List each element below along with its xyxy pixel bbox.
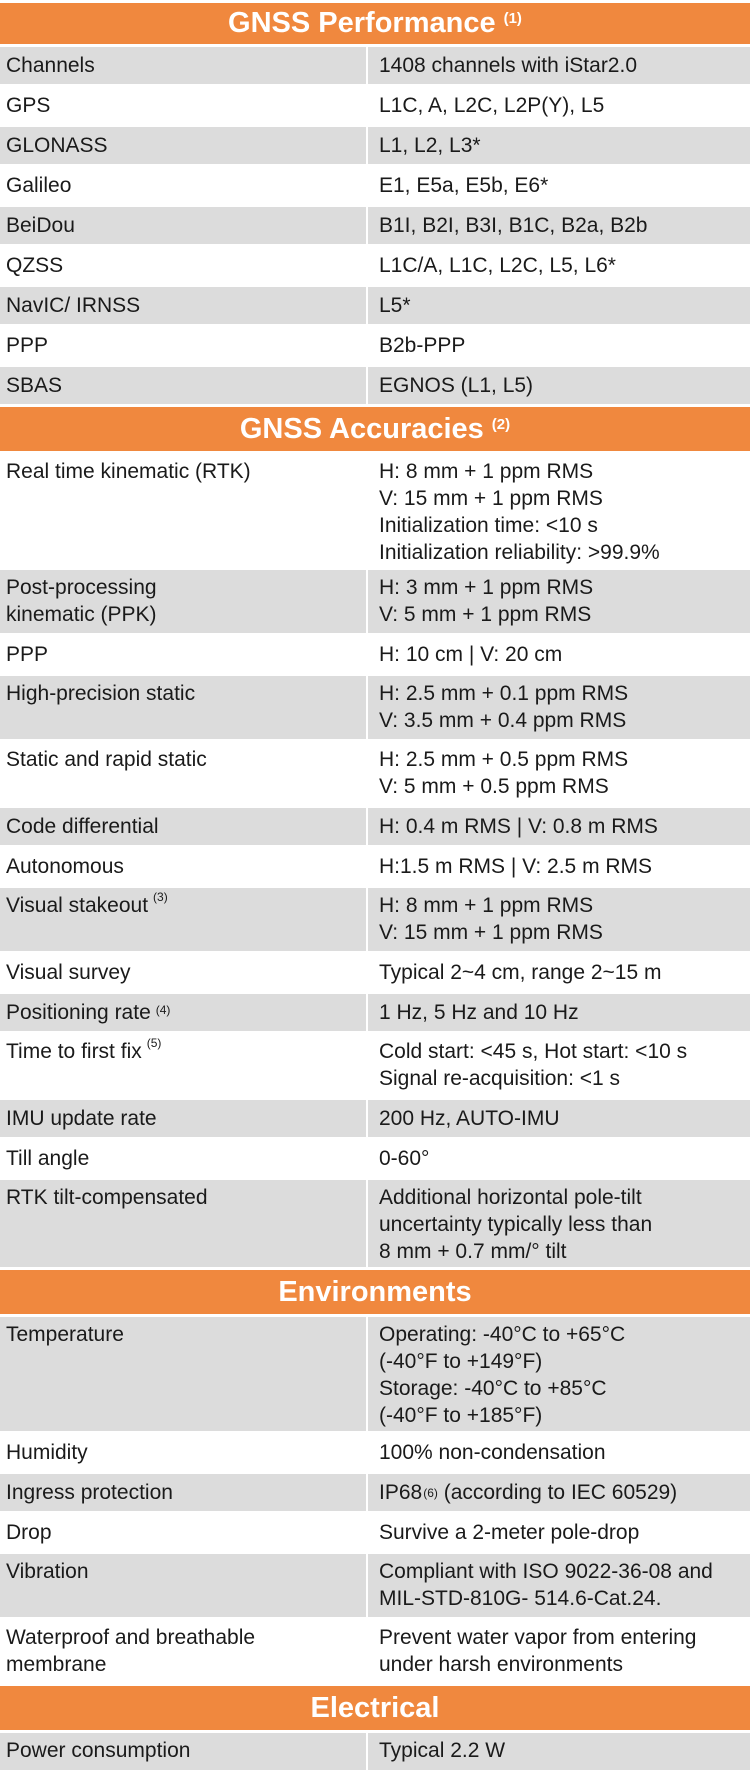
row-value: EGNOS (L1, L5) xyxy=(379,374,534,397)
row-label: RTK tilt-compensated xyxy=(0,1180,368,1267)
row-value: B2b-PPP xyxy=(379,334,466,357)
table-row xyxy=(0,84,750,124)
row-label: Till angle xyxy=(6,1147,90,1170)
row-label: PPP xyxy=(6,643,49,666)
row-label: High-precision static xyxy=(0,676,368,739)
section-title: Electrical xyxy=(310,1691,440,1724)
row-value: L1C, A, L2C, L2P(Y), L5 xyxy=(379,94,605,117)
row-label: Temperature xyxy=(0,1317,368,1431)
row-label: GPS xyxy=(6,94,51,117)
table-row xyxy=(0,284,750,324)
row-value: 200 Hz, AUTO-IMU xyxy=(379,1107,560,1130)
table-row xyxy=(0,1511,750,1551)
row-value: 1408 channels with iStar2.0 xyxy=(379,54,637,77)
row-value: 100% non-condensation xyxy=(379,1441,606,1464)
row-label: IMU update rate xyxy=(0,1100,368,1137)
row-label-text: Positioning rate xyxy=(6,1001,151,1024)
row-value: Prevent water vapor from entering under harsh environments xyxy=(379,1626,697,1676)
row-label: Static and rapid static xyxy=(6,748,207,771)
row-label: Positioning rate $^{(4)}$ xyxy=(0,994,368,1031)
table-row xyxy=(0,885,750,951)
row-value: L5* xyxy=(379,294,411,317)
section-header-environments xyxy=(0,1267,750,1314)
table-row xyxy=(0,244,750,284)
row-value: 0-60° xyxy=(379,1147,430,1170)
section-header-gnss-performance xyxy=(0,0,750,44)
row-label: NavIC/ IRNSS xyxy=(0,287,368,324)
row-label-text: Time to first fix xyxy=(6,1040,142,1063)
row-label: QZSS xyxy=(6,254,64,277)
row-value: Typical 2~4 cm, range 2~15 m xyxy=(379,961,662,984)
section-header-electrical xyxy=(0,1683,750,1730)
row-value-text: (according to IEC 60529) xyxy=(437,1481,678,1504)
section-title: Environments xyxy=(278,1275,472,1308)
table-row xyxy=(0,124,750,164)
row-value: H: 8 mm + 1 ppm RMS V: 15 mm + 1 ppm RMS xyxy=(379,894,603,944)
footnote-marker: (5) xyxy=(146,1036,162,1050)
footnote-marker: (2) xyxy=(491,415,511,433)
row-label: Power consumption xyxy=(0,1733,368,1770)
row-label: GLONASS xyxy=(0,127,368,164)
row-label: Autonomous xyxy=(6,855,124,878)
row-value: H: 2.5 mm + 0.5 ppm RMS V: 5 mm + 0.5 ppm RMS xyxy=(379,748,629,798)
row-value: Compliant with ISO 9022-36-08 and MIL-STD-810G- 514.6-Cat.24. xyxy=(379,1560,713,1610)
row-label: Visual survey xyxy=(6,961,131,984)
table-row xyxy=(0,44,750,84)
row-value: H: 0.4 m RMS | V: 0.8 m RMS xyxy=(379,815,658,838)
table-row xyxy=(0,1617,750,1683)
row-label: SBAS xyxy=(0,367,368,404)
section-header-gnss-accuracies xyxy=(0,404,750,451)
row-value: H:1.5 m RMS | V: 2.5 m RMS xyxy=(379,855,653,878)
table-row xyxy=(0,739,750,805)
row-label: BeiDou xyxy=(0,207,368,244)
table-row xyxy=(0,1551,750,1617)
row-label: Code differential xyxy=(0,808,368,845)
row-label xyxy=(0,888,368,951)
row-value: Additional horizontal pole-tilt uncertainty typically less than 8 mm + 0.7 mm/° tilt xyxy=(379,1186,653,1263)
row-label xyxy=(0,1034,368,1097)
section-title: GNSS Performance xyxy=(228,7,496,39)
row-value: E1, E5a, E5b, E6* xyxy=(379,174,549,197)
row-label: Post-processing kinematic (PPK) xyxy=(0,570,368,633)
row-value: Cold start: <45 s, Hot start: <10 s Signal re-acquisition: <1 s xyxy=(379,1040,688,1090)
row-value: H: 8 mm + 1 ppm RMS V: 15 mm + 1 ppm RMS Initialization time: <10 s Initialization reliability: >99.9% xyxy=(379,460,660,564)
footnote-marker: (1) xyxy=(503,10,522,27)
table-row xyxy=(0,204,750,244)
table-row xyxy=(0,673,750,739)
row-label: Vibration xyxy=(0,1554,368,1617)
row-value: H: 3 mm + 1 ppm RMS V: 5 mm + 1 ppm RMS xyxy=(379,576,594,626)
table-row xyxy=(0,1177,750,1267)
table-row xyxy=(0,1137,750,1177)
table-row xyxy=(0,845,750,885)
row-value: H: 10 cm | V: 20 cm xyxy=(379,643,563,666)
table-row xyxy=(0,1730,750,1770)
table-row xyxy=(0,364,750,404)
row-label: Channels xyxy=(0,47,368,84)
table-row xyxy=(0,951,750,991)
table-row xyxy=(0,1097,750,1137)
table-row xyxy=(0,1314,750,1431)
row-label: Galileo xyxy=(6,174,72,197)
row-label-text: Visual stakeout xyxy=(6,894,149,917)
table-row xyxy=(0,451,750,567)
row-label: Humidity xyxy=(6,1441,88,1464)
table-row xyxy=(0,991,750,1031)
table-row xyxy=(0,1031,750,1097)
footnote-marker: (3) xyxy=(153,890,168,904)
row-value: IP68 (6) (according to IEC 60529) xyxy=(379,1481,678,1504)
row-label: Ingress protection xyxy=(0,1474,368,1511)
row-value: Operating: -40°C to +65°C (-40°F to +149°F) Storage: -40°C to +85°C (-40°F to +185°F) xyxy=(379,1323,626,1427)
table-row xyxy=(0,805,750,845)
table-row xyxy=(0,567,750,633)
row-value-text: IP68 xyxy=(379,1481,423,1504)
row-value: L1C/A, L1C, L2C, L5, L6* xyxy=(379,254,616,277)
table-row xyxy=(0,1471,750,1511)
row-label: PPP xyxy=(6,334,49,357)
row-value: B1I, B2I, B3I, B1C, B2a, B2b xyxy=(379,214,648,237)
row-value: H: 2.5 mm + 0.1 ppm RMS V: 3.5 mm + 0.4 ppm RMS xyxy=(379,682,629,732)
row-label: Waterproof and breathable membrane xyxy=(6,1626,256,1676)
row-value: 1 Hz, 5 Hz and 10 Hz xyxy=(379,1001,579,1024)
section-title: GNSS Accuracies xyxy=(239,412,484,445)
table-row xyxy=(0,324,750,364)
table-row xyxy=(0,633,750,673)
row-value: L1, L2, L3* xyxy=(379,134,481,157)
row-label: Drop xyxy=(6,1521,52,1544)
row-value: Survive a 2-meter pole-drop xyxy=(379,1521,640,1544)
row-value: Typical 2.2 W xyxy=(379,1739,506,1762)
row-label: Real time kinematic (RTK) xyxy=(6,460,251,483)
table-row xyxy=(0,1431,750,1471)
table-row xyxy=(0,164,750,204)
